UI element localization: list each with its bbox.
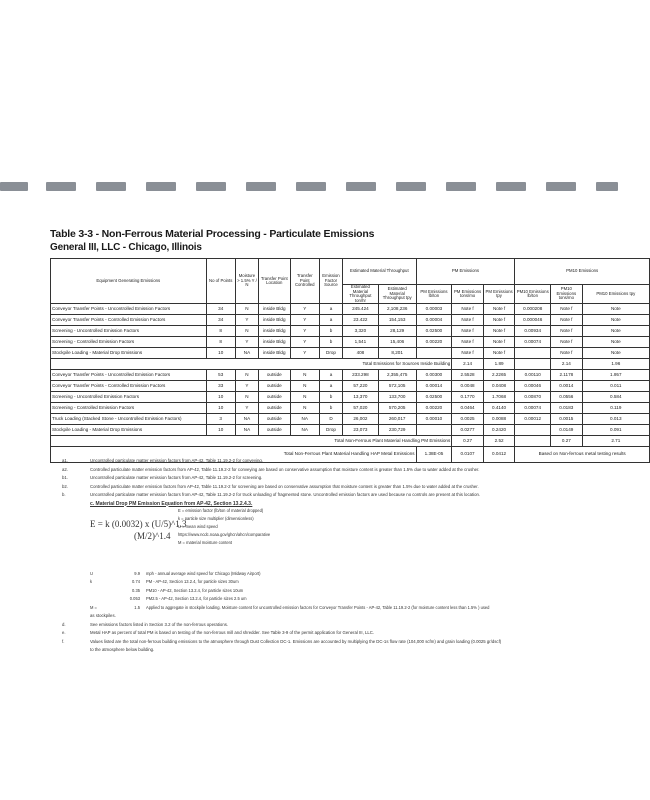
group-header-pm10: PM10 Emissions	[515, 259, 650, 285]
col-header-pm10-mo: PM10 Emissions tons/mo	[551, 285, 583, 304]
table-cell: 233.298	[343, 370, 379, 381]
footnotes	[50, 458, 610, 656]
dash	[246, 182, 276, 191]
table-cell: 10	[206, 392, 235, 403]
equation-variable-d: PM2.5 - AP-42, Section 13.2.4, for particle sizes 2.5 um	[146, 596, 247, 601]
table-cell: outside	[259, 403, 291, 414]
table-cell: 0.0088	[483, 414, 515, 425]
table-cell: Drop	[319, 425, 342, 436]
table-cell: Y	[235, 337, 258, 348]
table-cell: 10	[206, 403, 235, 414]
table-cell: a	[319, 304, 342, 315]
inside-building-rows	[51, 304, 650, 359]
table-cell: 34	[206, 315, 235, 326]
table-cell: 0.0025	[452, 414, 484, 425]
table-cell: 3	[206, 414, 235, 425]
table-cell: 57,220	[343, 381, 379, 392]
scan-edge-dashes	[0, 182, 618, 192]
col-header-factor-source: Emission Factor Source	[319, 259, 342, 304]
table-cell: a	[319, 370, 342, 381]
col-header-pm10-lbton: PM10 Emissions lb/ton	[515, 285, 551, 304]
equation-variable-v: 1.5	[134, 604, 140, 610]
table-cell: inside Bldg	[259, 348, 291, 359]
table-cell: Truck Loading (Stacked Stone - Uncontrolled Emission Factors)	[51, 414, 207, 425]
table-cell: 0.0408	[483, 381, 515, 392]
table-cell: outside	[259, 370, 291, 381]
table-cell: Note f	[452, 337, 484, 348]
col-header-pm-mo: PM Emissions tons/mo	[452, 285, 484, 304]
table-cell: Note	[582, 315, 649, 326]
table-cell: Note f	[452, 315, 484, 326]
col-header-tpy: Estimated Material Throughput tpy	[378, 285, 416, 304]
table-title: Table 3-3 - Non-Ferrous Material Processing - Particulate Emissions	[50, 228, 375, 240]
dash	[396, 182, 426, 191]
table-subtitle: General III, LLC - Chicago, Illinois	[50, 242, 202, 253]
table-cell: 23.422	[343, 315, 379, 326]
table-cell: 0.091	[582, 425, 649, 436]
total-hap-lbton: 1.38E-05	[416, 447, 452, 463]
table-cell: 26,002	[343, 414, 379, 425]
table-cell: N	[290, 403, 319, 414]
table-cell: NA	[290, 414, 319, 425]
footnotes-bottom	[50, 613, 610, 656]
table-cell: 0.0277	[452, 425, 484, 436]
footnote	[50, 630, 610, 639]
equation-variable-v: 0.053	[129, 596, 140, 601]
table-cell: Note f	[483, 304, 515, 315]
table-cell	[416, 348, 452, 359]
dash	[196, 182, 226, 191]
table-cell: 260,017	[378, 414, 416, 425]
table-cell: 57,020	[343, 403, 379, 414]
table-cell: 1.957	[582, 370, 649, 381]
footnote-text: Uncontrolled particulate matter emission factors from AP-42, Table 11.19.2-2 for truck unloading of fragmented stone. Uncontrolled emission factors are used because no controls are present at this location.	[90, 492, 481, 497]
table-cell: 8	[206, 337, 235, 348]
table-cell: N	[235, 304, 258, 315]
table-cell: N	[290, 381, 319, 392]
footnote-text: Uncontrolled particulate matter emission factors from AP-42, Table 11.19.2-2 for conveying.	[90, 458, 263, 463]
equation-denominator: (M/2)^1.4	[134, 530, 171, 541]
total-outside-pm10-tpy: 2.71	[582, 436, 649, 447]
footnote-text: See emissions factors listed in Section 3.2 of the non-ferrous operations.	[90, 621, 229, 627]
table-cell: Note	[582, 304, 649, 315]
table-row	[51, 403, 650, 414]
table-cell	[515, 425, 551, 436]
table-cell: a	[319, 381, 342, 392]
table-cell: 10	[206, 425, 235, 436]
total-hap-mo: 0.0107	[452, 447, 484, 463]
emissions-table-container	[50, 258, 636, 457]
table-cell	[515, 348, 551, 359]
table-cell: 0.00014	[416, 381, 452, 392]
dash	[296, 182, 326, 191]
table-cell: 2.2265	[483, 370, 515, 381]
table-cell: Note f	[483, 326, 515, 337]
outside-rows	[51, 370, 650, 436]
table-cell: 0.1770	[452, 392, 484, 403]
footnote-key: a1.	[62, 458, 68, 463]
equation-variable	[50, 571, 610, 580]
table-cell: outside	[259, 425, 291, 436]
table-cell: Y	[290, 348, 319, 359]
table-cell: N	[235, 326, 258, 337]
table-cell: 570,205	[378, 403, 416, 414]
table-cell: 33	[206, 381, 235, 392]
dash	[146, 182, 176, 191]
total-outside-pm-mo: 0.27	[452, 436, 484, 447]
equation-def: E = emission factor (lb/ton of material dropped)	[178, 507, 264, 513]
footnote-key: b1.	[62, 475, 68, 480]
table-cell: Note f	[483, 337, 515, 348]
col-header-moisture: Moisture > 1.5% Y / N	[235, 259, 258, 304]
table-cell: Note f	[551, 337, 583, 348]
table-cell: 230,729	[378, 425, 416, 436]
table-cell: 13,370	[343, 392, 379, 403]
table-cell: 0.00046	[515, 381, 551, 392]
drop-equation-block	[50, 501, 610, 571]
col-header-location: Transfer Point Location	[259, 259, 291, 304]
footnote	[50, 484, 610, 493]
table-cell: 0.00300	[416, 370, 452, 381]
table-row	[51, 414, 650, 425]
subtotal-inside-pm-tpy: 1.89	[483, 359, 515, 370]
table-cell: Y	[235, 403, 258, 414]
equation-variable-v: 9.9	[134, 570, 140, 576]
table-cell: 0.0464	[452, 403, 484, 414]
total-outside-row	[51, 436, 650, 447]
table-cell: 8	[206, 326, 235, 337]
table-cell: 408	[343, 348, 379, 359]
table-cell: 0.0048	[452, 381, 484, 392]
table-cell: Note	[582, 326, 649, 337]
table-cell: 15,406	[378, 337, 416, 348]
table-cell: 0.00220	[416, 337, 452, 348]
equation-variable-s: k	[90, 579, 93, 584]
table-cell: 0.2420	[483, 425, 515, 436]
table-cell: a	[319, 315, 342, 326]
col-header-tonhr: Estimated Material Throughput ton/hr	[343, 285, 379, 304]
table-cell: 0.00220	[416, 403, 452, 414]
table-cell: 0.00010	[416, 414, 452, 425]
table-cell: 0.00012	[515, 414, 551, 425]
table-cell: 0.0183	[551, 403, 583, 414]
equation-variable-v: 0.35	[132, 587, 140, 593]
table-cell: Stockpile Loading - Material Drop Emissions	[51, 348, 207, 359]
table-cell: Note	[582, 348, 649, 359]
footnote-text: Values listed are the total non-ferrous building emissions to the atmosphere through Dust Collection DC-1. Emissions are accounted by multiplying the DC-1s flow rate (104,000 scfm) and grain loading (0.0025 gr/dscf)	[90, 638, 502, 644]
footnote-key: b.	[62, 492, 66, 497]
table-cell: b	[319, 392, 342, 403]
table-cell: 28,129	[378, 326, 416, 337]
dash	[596, 182, 618, 191]
table-cell: 1,541	[343, 337, 379, 348]
table-cell: 0.00074	[515, 403, 551, 414]
table-row	[51, 315, 650, 326]
equation-variable	[50, 605, 610, 614]
table-cell: 53	[206, 370, 235, 381]
equation-title: c. Material Drop PM Emission Equation from AP-42, Section 13.2.4.3.	[90, 500, 253, 507]
col-header-pm10-tpy: PM10 Emissions tpy	[582, 285, 649, 304]
table-cell: 0.00003	[416, 304, 452, 315]
table-cell: b	[319, 403, 342, 414]
table-cell: Y	[290, 337, 319, 348]
table-cell: Conveyor Transfer Points - Controlled Emission Factors	[51, 381, 207, 392]
equation-variable	[50, 579, 610, 588]
emissions-table	[50, 258, 650, 463]
table-cell: 0.000208	[515, 304, 551, 315]
subtotal-inside-row	[51, 359, 650, 370]
equation-definitions	[178, 508, 270, 548]
table-cell: NA	[235, 348, 258, 359]
table-cell: 2,355,475	[378, 370, 416, 381]
table-cell: N	[290, 392, 319, 403]
dash	[496, 182, 526, 191]
table-cell: 0.0556	[551, 392, 583, 403]
dash	[446, 182, 476, 191]
dash	[46, 182, 76, 191]
table-cell: 0.02500	[416, 392, 452, 403]
footnote-key: b2.	[62, 483, 68, 489]
table-cell: Conveyor Transfer Points - Uncontrolled Emission Factors	[51, 370, 207, 381]
table-cell: 0.00870	[515, 392, 551, 403]
table-cell	[416, 425, 452, 436]
footnote	[50, 647, 610, 656]
equation-variable-d: PM10 - AP-42, Section 13.2.4, for particle sizes 10um	[146, 587, 244, 593]
table-row	[51, 370, 650, 381]
subtotal-inside-label: Total Emissions for Sources Inside Building	[51, 359, 452, 370]
table-cell: 0.00934	[515, 326, 551, 337]
total-hap-note: Based on Non-ferrous metal testing results	[515, 447, 650, 463]
table-cell: 2.5528	[452, 370, 484, 381]
table-row	[51, 425, 650, 436]
table-cell: b	[319, 326, 342, 337]
equation-def: k = particle size multiplier (dimensionless)	[178, 515, 254, 521]
table-cell: D	[319, 414, 342, 425]
footnote-key: a2.	[62, 466, 68, 472]
col-header-controlled: Transfer Point Controlled	[290, 259, 319, 304]
table-cell: N	[235, 392, 258, 403]
dash	[96, 182, 126, 191]
table-cell: 0.00004	[416, 315, 452, 326]
table-cell: Note f	[452, 304, 484, 315]
table-cell: inside Bldg	[259, 304, 291, 315]
table-cell: Note f	[551, 304, 583, 315]
table-cell: 0.02500	[416, 326, 452, 337]
dash	[0, 182, 28, 191]
table-cell: 1.7068	[483, 392, 515, 403]
table-row	[51, 348, 650, 359]
footnote	[50, 467, 610, 476]
footnote-key: e.	[62, 630, 66, 635]
table-cell: 0.00110	[515, 370, 551, 381]
equation-numerator: E = k (0.0032) x (U/5)^1.3	[90, 518, 187, 529]
table-cell: 0.000046	[515, 315, 551, 326]
table-cell: N	[235, 370, 258, 381]
table-cell: inside Bldg	[259, 315, 291, 326]
dash	[546, 182, 576, 191]
footnote	[50, 639, 610, 648]
table-cell: 133,700	[378, 392, 416, 403]
subtotal-inside-pm10-tpy: 1.96	[582, 359, 649, 370]
table-cell: Conveyor Transfer Points - Uncontrolled Emission Factors	[51, 304, 207, 315]
table-cell: outside	[259, 381, 291, 392]
table-cell: 3,320	[343, 326, 379, 337]
footnote	[50, 613, 610, 622]
table-cell: 0.119	[582, 403, 649, 414]
footnote-text: Controlled particulate matter emission factors from AP-42, Table 11.19.2-2 for screening are based on conservative assumption that moisture content is greater than 1.5% due to water added at the crusher.	[90, 483, 479, 489]
table-cell: Y	[290, 304, 319, 315]
equation-variable	[50, 596, 610, 605]
table-cell: 2,108,236	[378, 304, 416, 315]
footnote-text: as stockpiles.	[90, 613, 116, 618]
total-outside-pm-tpy: 2.52	[483, 436, 515, 447]
total-outside-pm10-mo: 0.27	[551, 436, 583, 447]
table-cell: 2.1178	[551, 370, 583, 381]
equation-variable-d: PM - AP-42, Section 13.2.4, for particle sizes 30um	[146, 579, 239, 584]
table-row	[51, 392, 650, 403]
table-cell: Screening - Uncontrolled Emission Factors	[51, 326, 207, 337]
table-cell: 0.011	[582, 381, 649, 392]
equation-def: U = mean wind speed	[178, 523, 218, 529]
table-cell: Note	[582, 337, 649, 348]
table-cell: 0.00074	[515, 337, 551, 348]
table-cell: 0.4140	[483, 403, 515, 414]
table-row	[51, 304, 650, 315]
table-cell: Note f	[551, 315, 583, 326]
footnotes-top	[50, 458, 610, 501]
table-cell: outside	[259, 414, 291, 425]
table-cell: inside Bldg	[259, 337, 291, 348]
table-cell: Screening - Controlled Emission Factors	[51, 337, 207, 348]
table-cell: 0.584	[582, 392, 649, 403]
col-header-pm-lbton: PM Emissions lb/ton	[416, 285, 452, 304]
equation-variables	[50, 571, 610, 614]
table-cell: outside	[259, 392, 291, 403]
table-cell: Note f	[483, 348, 515, 359]
table-cell: Y	[290, 315, 319, 326]
table-cell: Note f	[452, 326, 484, 337]
col-header-equipment: Equipment Generating Emissions	[51, 259, 207, 304]
table-cell: Note f	[551, 326, 583, 337]
table-cell: 34	[206, 304, 235, 315]
table-cell: 10	[206, 348, 235, 359]
footnote	[50, 622, 610, 631]
table-cell: 0.0014	[551, 381, 583, 392]
footnote-key: d.	[62, 621, 66, 627]
table-cell: Note f	[551, 348, 583, 359]
total-hap-tpy: 0.0412	[483, 447, 515, 463]
table-cell: Note f	[483, 315, 515, 326]
footnote-text: to the atmosphere below building.	[90, 647, 155, 652]
total-hap-label: Total Non-Ferrous Plant Material Handling HAP Metal Emissions	[51, 447, 417, 463]
table-cell: Screening - Uncontrolled Emission Factors	[51, 392, 207, 403]
table-cell: b	[319, 337, 342, 348]
table-cell: inside Bldg	[259, 326, 291, 337]
table-cell: 23,073	[343, 425, 379, 436]
col-header-points: No of Points	[206, 259, 235, 304]
footnote-text: Controlled particulate matter emission factors from AP-42, Table 11.19.2-2 for conveying are based on conservative assumption that moisture content is greater than 1.5% due to water added at the crusher.	[90, 466, 480, 472]
table-row	[51, 326, 650, 337]
equation-variable	[50, 588, 610, 597]
table-cell: Note f	[452, 348, 484, 359]
table-row	[51, 381, 650, 392]
group-header-pm: PM Emissions	[416, 259, 515, 285]
equation-def: https://www.ncdc.noaa.gov/ghcn/ahcn/comparative	[178, 531, 271, 537]
col-header-pm-tpy: PM Emissions tpy	[483, 285, 515, 304]
table-cell: Screening - Controlled Emission Factors	[51, 403, 207, 414]
table-cell: Y	[235, 381, 258, 392]
group-header-throughput: Estimated Material Throughput	[343, 259, 417, 285]
equation-variable-d: Applied to aggregate in stockpile loading. Moisture content for uncontrolled emission factors for Conveyor Transfer Points - AP-42, Table 11.19.2-2 (for moisture content less than 1.5% ) used	[146, 604, 490, 610]
dash	[346, 182, 376, 191]
table-cell: NA	[235, 414, 258, 425]
table-row	[51, 337, 650, 348]
subtotal-inside-pm-mo: 2.14	[452, 359, 484, 370]
table-cell: Y	[290, 326, 319, 337]
equation-variable-d: mph - annual average wind speed for Chicago (Midway Airport)	[146, 570, 261, 576]
table-cell: 154,153	[378, 315, 416, 326]
table-cell: Conveyor Transfer Points - Controlled Emission Factors	[51, 315, 207, 326]
table-cell: Stockpile Loading - Material Drop Emissions	[51, 425, 207, 436]
table-cell: 0.013	[582, 414, 649, 425]
equation-def: M = material moisture content	[178, 539, 233, 545]
equation-variable-s: M =	[90, 604, 97, 610]
table-cell: 8,201	[378, 348, 416, 359]
footnote-text: Metal HAP as percent of total PM is based on testing of the non-ferrous mill and shredder. See Table 3-9 of the permit application for General III, LLC.	[90, 630, 375, 635]
footnote-key: f.	[62, 638, 65, 644]
equation-variable-v: 0.74	[132, 579, 140, 584]
footnote	[50, 475, 610, 484]
footnote	[50, 492, 610, 501]
table-cell: 0.0149	[551, 425, 583, 436]
table-cell: Drop	[319, 348, 342, 359]
total-outside-label: Total Non-Ferrous Plant Material Handling PM Emissions	[51, 436, 452, 447]
table-cell: N	[290, 370, 319, 381]
table-cell: 572,105	[378, 381, 416, 392]
footnote-text: Uncontrolled particulate matter emission factors from AP-42, Table 11.19.2-2 for screening.	[90, 475, 263, 480]
table-cell: Y	[235, 315, 258, 326]
subtotal-inside-pm10-mo: 2.14	[551, 359, 583, 370]
table-cell: 0.0015	[551, 414, 583, 425]
table-cell: NA	[290, 425, 319, 436]
footnote	[50, 458, 610, 467]
equation-variable-s: U	[90, 570, 93, 576]
table-cell: 245.424	[343, 304, 379, 315]
table-cell: NA	[235, 425, 258, 436]
